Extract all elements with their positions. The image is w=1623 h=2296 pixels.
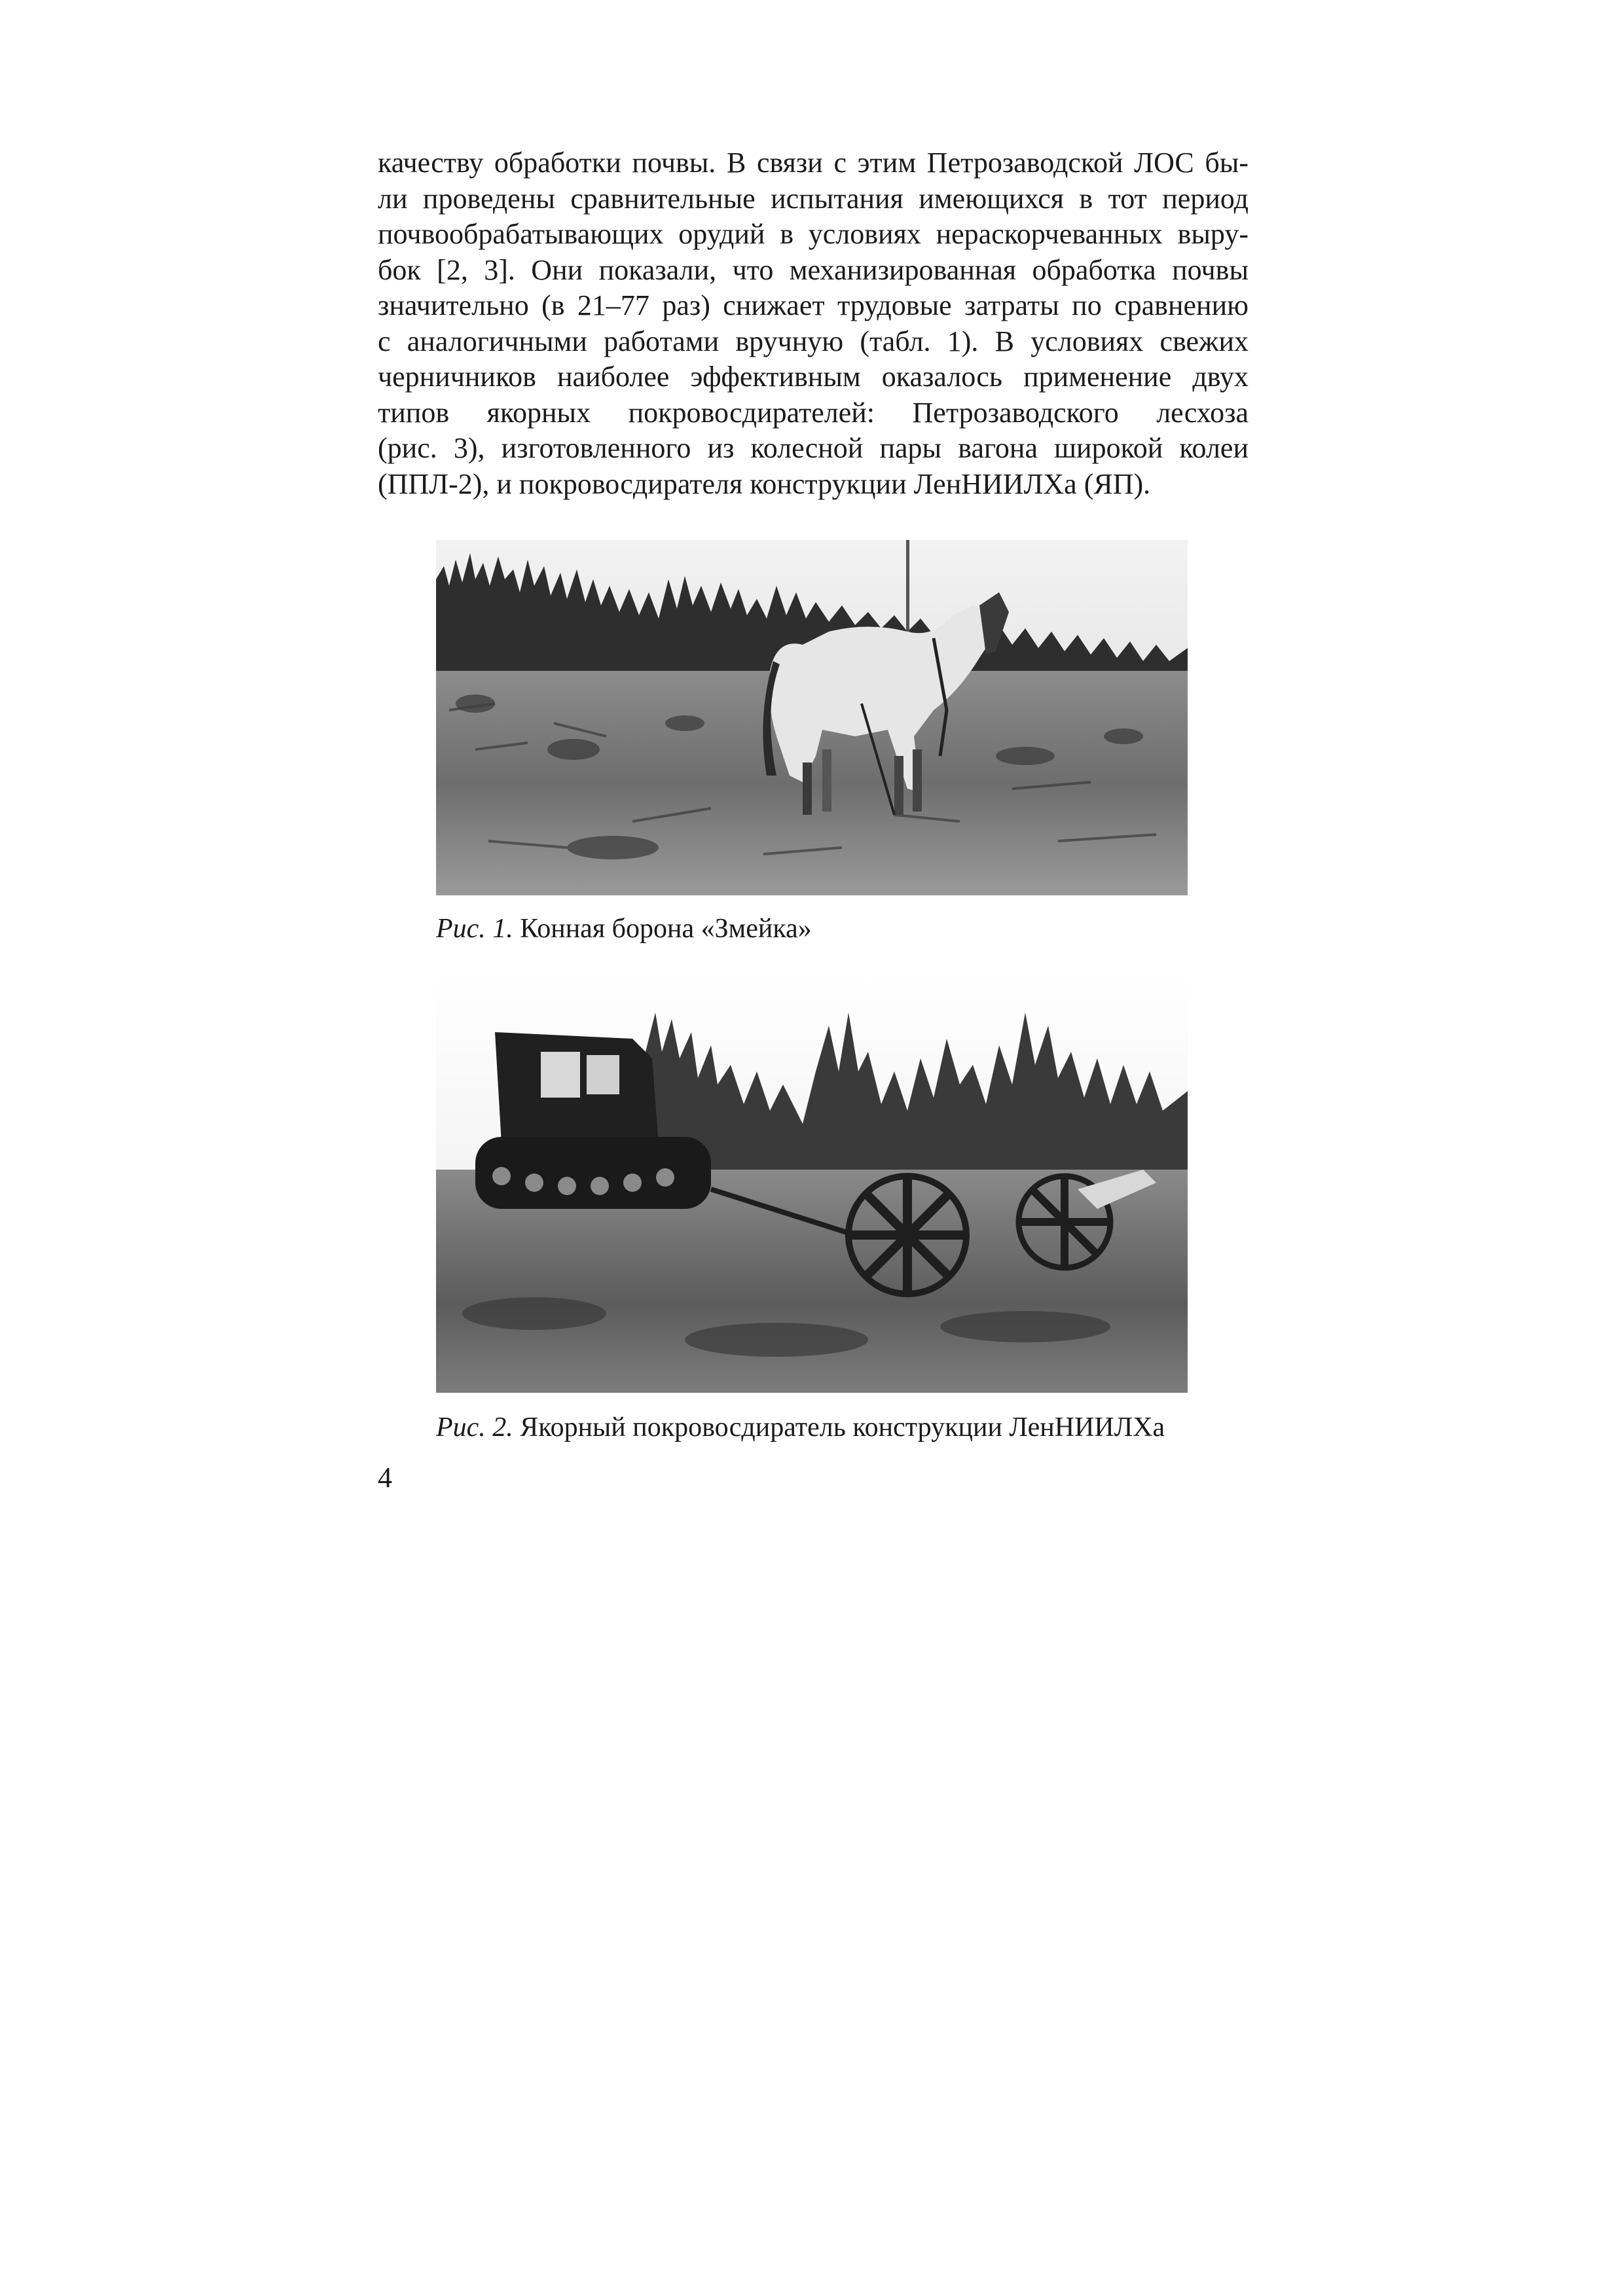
text-line: почвообрабатывающих орудий в условиях нераскорчеванных выру-: [378, 218, 1249, 250]
page-number: 4: [378, 1462, 392, 1494]
horse-harrow-photo: [436, 540, 1188, 895]
body-paragraph: [378, 145, 1249, 502]
text-line: ли проведены сравнительные испытания имеющихся в тот период: [378, 182, 1249, 215]
tractor-scraper-photo: [436, 973, 1188, 1393]
figure-1-label: Рис. 1.: [436, 914, 513, 944]
text-line: (рис. 3), изготовленного из колесной пары вагона широкой колеи: [378, 432, 1249, 464]
text-line: типов якорных покровосдирателей: Петрозаводского лесхоза: [378, 396, 1249, 429]
text-line: черничников наиболее эффективным оказалось применение двух: [378, 361, 1249, 393]
figure-2-label: Рис. 2.: [436, 1412, 513, 1443]
figure-1-caption-text: Конная борона «Змейка»: [520, 914, 812, 944]
text-line: значительно (в 21–77 раз) снижает трудовые затраты по сравнению: [378, 289, 1249, 321]
figure-2-photo: [436, 973, 1188, 1393]
figure-1-caption: [436, 912, 812, 946]
figure-2-caption-text: Якорный покровосдиратель конструкции ЛенНИИЛХа: [520, 1412, 1165, 1443]
text-line: с аналогичными работами вручную (табл. 1). В условиях свежих: [378, 325, 1249, 357]
figure-1-photo: [436, 540, 1188, 895]
text-line: качеству обработки почвы. В связи с этим Петрозаводской ЛОС бы-: [378, 147, 1249, 179]
figure-2-caption: [436, 1410, 1165, 1444]
text-line: (ППЛ-2), и покровосдирателя конструкции ЛенНИИЛХа (ЯП).: [378, 467, 1151, 500]
text-line: бок [2, 3]. Они показали, что механизированная обработка почвы: [378, 253, 1249, 286]
